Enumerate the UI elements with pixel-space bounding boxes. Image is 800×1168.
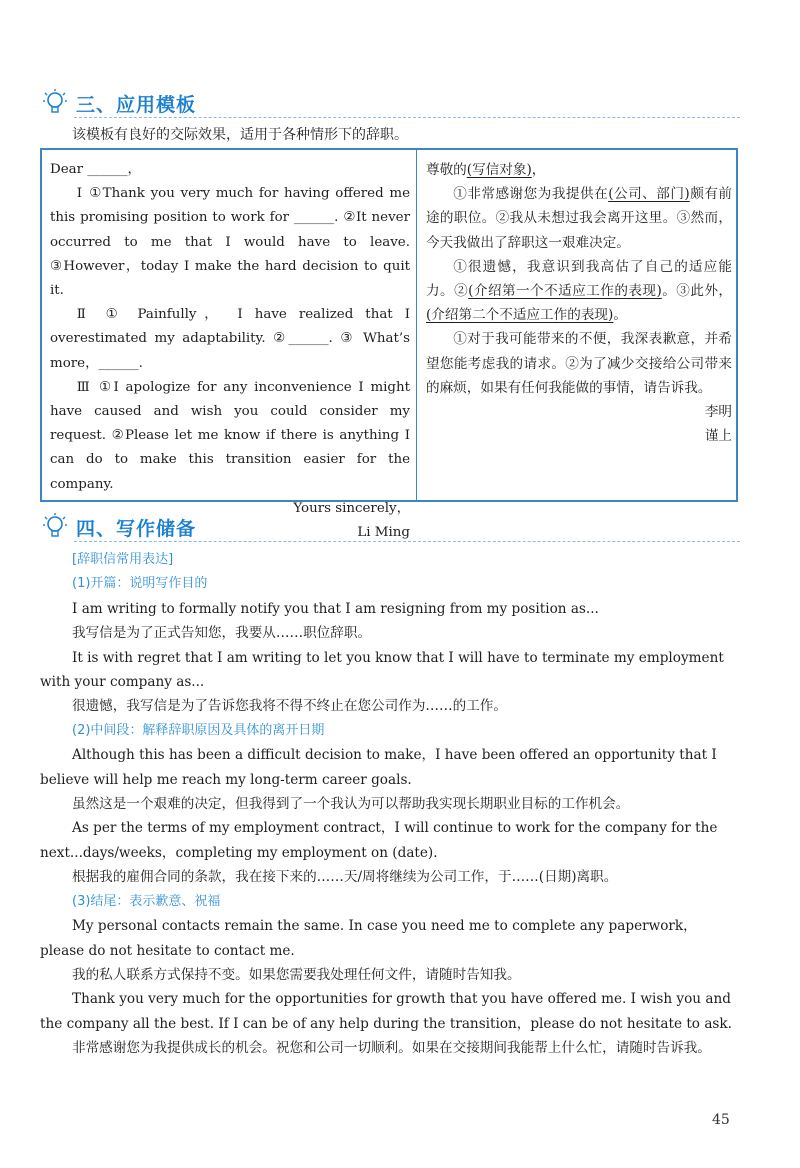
- section-4-title: 四、写作储备: [76, 518, 197, 540]
- section-divider: [74, 117, 740, 118]
- zh-p2-placeholder-1: (介绍第一个不适应工作的表现): [468, 283, 662, 300]
- lightbulb-icon: [42, 88, 68, 118]
- zh-closing: 谨上: [704, 428, 732, 445]
- zh-p1-text-a: ①非常感谢您为我提供在: [453, 186, 609, 203]
- zh-salutation-placeholder: (写信对象): [466, 162, 532, 178]
- opening-en-2: It is with regret that I am writing to let you know that I will have to terminate my employment with your company as...: [40, 649, 724, 691]
- zh-p1-placeholder: (公司、部门): [608, 186, 690, 203]
- opening-zh-1: 我写信是为了正式告知您，我要从……职位辞职。: [72, 625, 372, 642]
- section-3-intro: 该模板有良好的交际效果，适用于各种情形下的辞职。: [72, 127, 408, 143]
- en-closing: Yours sincerely，: [293, 500, 410, 516]
- middle-label: (2)中间段：解释辞职原因及具体的离开日期: [72, 722, 325, 738]
- ending-zh-1: 我的私人联系方式保持不变。如果您需要我处理任何文件，请随时告知我。: [72, 966, 521, 983]
- opening-label: (1)开篇：说明写作目的: [72, 576, 208, 592]
- opening-zh-2: 很遗憾，我写信是为了告诉您我将不得不终止在您公司作为……的工作。: [72, 698, 507, 715]
- writing-reserve: [40, 548, 740, 1061]
- template-chinese-column: [426, 158, 732, 448]
- ending-label: (3)结尾：表示歉意、祝福: [72, 893, 221, 909]
- zh-paragraph-1: [426, 182, 732, 255]
- zh-p2-text-a: ①很遗憾，我意识到我高估了自己的适应能力。②: [426, 258, 732, 300]
- ending-en-1: My personal contacts remain the same. In case you need me to complete any paperwork，please do not hesitate to contact me.: [40, 918, 697, 959]
- template-english-column: [50, 158, 410, 545]
- zh-signature: 李明: [704, 404, 732, 421]
- section-3-title: 三、应用模板: [76, 94, 197, 116]
- section-3-header: [40, 88, 740, 122]
- section-4-header: [40, 512, 740, 546]
- section-divider: [74, 541, 740, 542]
- en-paragraph-1: Ⅰ ①Thank you very much for having offered me this promising position to work for ______. ②It never occurred to me that I would have to leave. ③However，today I make the hard decision to quit it.: [50, 186, 410, 299]
- page-number: 45: [712, 1112, 730, 1128]
- zh-p2-placeholder-2: (介绍第二个不适应工作的表现): [426, 307, 614, 324]
- en-paragraph-2: Ⅱ ① Painfully， I have realized that I overestimated my adaptability. ②______. ③ What’s more，______.: [50, 307, 410, 371]
- opening-en-1: I am writing to formally notify you that I am resigning from my position as...: [72, 600, 599, 617]
- middle-en-2: As per the terms of my employment contract，I will continue to work for the company for the next...days/weeks，completing my employment on (date).: [40, 820, 718, 861]
- en-paragraph-3: Ⅲ ①I apologize for any inconvenience I might have caused and wish you could consider my request. ②Please let me know if there is anything I can do to make this transition easier for the company.: [50, 379, 410, 492]
- zh-p2-text-c: 。: [613, 307, 627, 324]
- zh-p1-text-b: 颇有前途的职位。②我从未想过我会离开这里。③然而，今天我做出了辞职这一艰难决定。: [426, 186, 733, 251]
- middle-en-1: Although this has been a difficult decision to make，I have been offered an opportunity that I believe will help me reach my long-term career goals.: [40, 747, 717, 788]
- zh-p2-text-b: 。③此外，: [661, 283, 733, 300]
- ending-en-2: Thank you very much for the opportunities for growth that you have offered me. I wish you and the company all the best. If I can be of any help during the transition，please do not hesitate to ask.: [40, 991, 732, 1032]
- en-salutation: Dear ______，: [50, 162, 141, 177]
- en-signature: Li Ming: [357, 525, 410, 541]
- column-divider: [416, 150, 417, 500]
- lightbulb-icon: [42, 512, 68, 542]
- zh-salutation-comma: ，: [531, 162, 546, 178]
- ending-zh-2: 非常感谢您为我提供成长的机会。祝您和公司一切顺利。如果在交接期间我能帮上什么忙，请随时告诉我。: [72, 1040, 711, 1057]
- zh-salutation: [426, 158, 732, 182]
- middle-zh-2: 根据我的雇佣合同的条款，我在接下来的……天/周将继续为公司工作，于……(日期)离职。: [72, 869, 618, 886]
- zh-paragraph-3: ①对于我可能带来的不便，我深表歉意，并希望您能考虑我的请求。②为了减少交接给公司带来的麻烦，如果有任何我能做的事情，请告诉我。: [426, 331, 732, 396]
- zh-salutation-text: 尊敬的: [426, 162, 467, 178]
- zh-paragraph-2: [426, 255, 732, 328]
- reserve-heading: [辞职信常用表达]: [72, 552, 174, 567]
- middle-zh-1: 虽然这是一个艰难的决定，但我得到了一个我认为可以帮助我实现长期职业目标的工作机会。: [72, 796, 630, 813]
